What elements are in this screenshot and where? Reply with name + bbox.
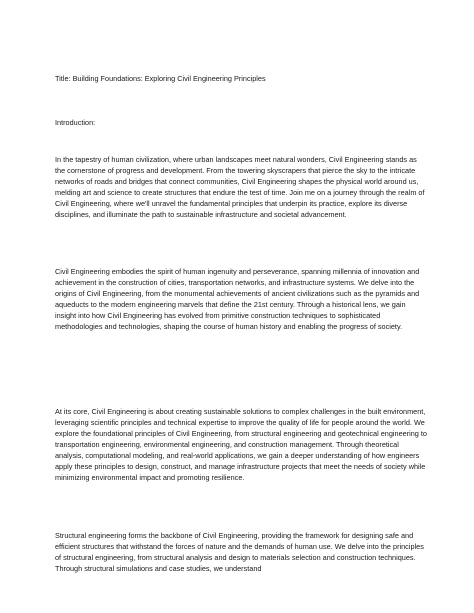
paragraph-2: Civil Engineering embodies the spirit of human ingenuity and perseverance, spanning millennia of innovation and achievement in the construction of cities, transportation networks, and infrastructure systems. We delve into the origins of Civil Engineering, from the monumental achievements of ancient civilizations such as the pyramids and aqueducts to the modern engineering marvels that define the 21st century. Through a historical lens, we gain insight into how Civil Engineering has evolved from primitive construction techniques to sophisticated methodologies and technologies, shaping the course of human history and enabling the progress of society. (55, 267, 420, 331)
paragraph-1: In the tapestry of human civilization, where urban landscapes meet natural wonders, Civil Engineering stands as the cornerstone of progress and development. From the towering skyscrapers that pierce the sky to the intricate networks of roads and bridges that connect communities, Civil Engineering shapes the physical world around us, melding art and science to create structures that endure the test of time. Join me on a journey through the realm of Civil Engineering, where we'll unravel the fundamental principles that underpin its practice, explore its diverse disciplines, and illuminate the path to sustainable infrastructure and societal advancement. (55, 155, 425, 219)
document-title: Title: Building Foundations: Exploring Civil Engineering Principles (55, 74, 266, 83)
paragraph-3: At its core, Civil Engineering is about creating sustainable solutions to complex challenges in the built environment, leveraging scientific principles and technical expertise to improve the quality of life for people around the world. We explore the foundational principles of Civil Engineering, from structural engineering and geotechnical engineering to transportation engineering, environmental engineering, and construction management. Through theoretical analysis, computational modeling, and real-world applications, we gain a deeper understanding of how engineers apply these principles to design, construct, and manage infrastructure projects that meet the needs of society while minimizing environmental impact and promoting resilience. (55, 407, 427, 482)
paragraph-4: Structural engineering forms the backbone of Civil Engineering, providing the framework for designing safe and efficient structures that withstand the forces of nature and the demands of human use. We delve into the principles of structural engineering, from structural analysis and design to materials selection and construction techniques. Through structural simulations and case studies, we understand (55, 531, 424, 573)
introduction-heading: Introduction: (55, 118, 96, 127)
